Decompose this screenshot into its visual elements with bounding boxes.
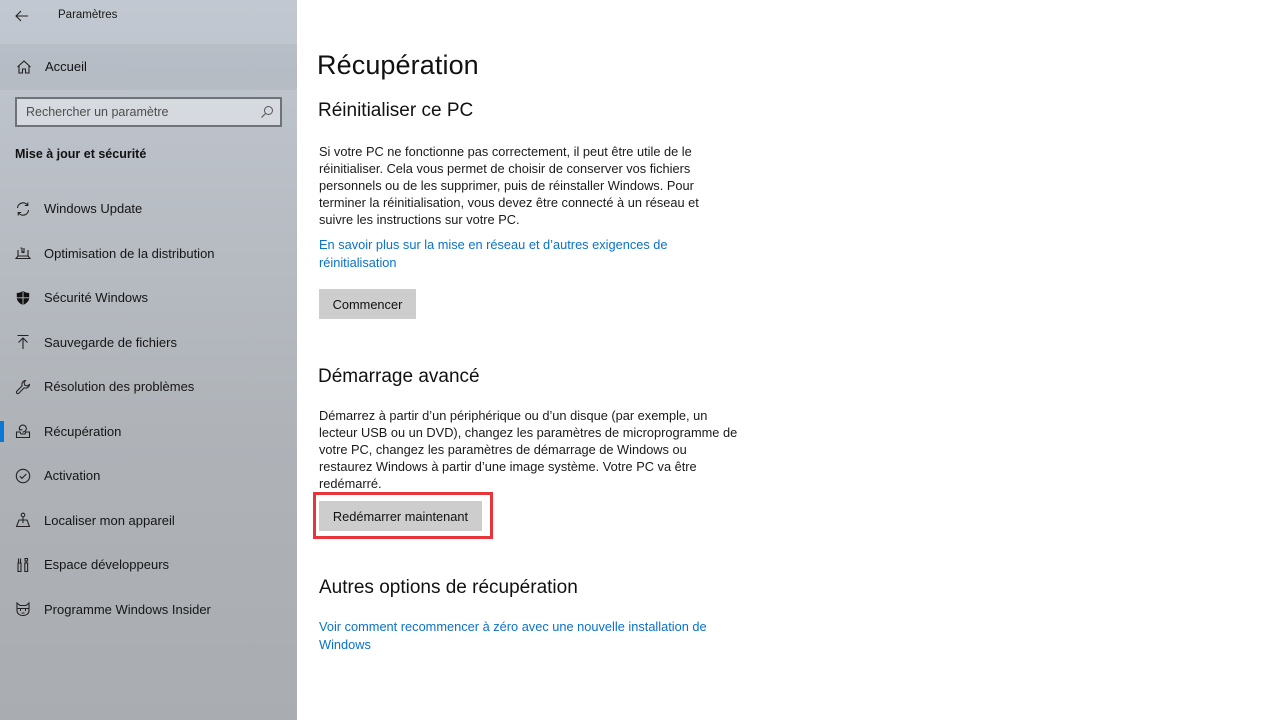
search-input[interactable]	[17, 99, 247, 125]
sidebar-item-developers[interactable]	[0, 542, 297, 587]
developer-tools-icon	[14, 556, 31, 573]
sync-icon	[14, 200, 31, 217]
find-device-icon	[14, 512, 31, 529]
reset-pc-description: Si votre PC ne fonctionne pas correctement, il peut être utile de le réinitialiser. Cela vous permet de choisir de conserver vos fichiers personnels ou de les supprimer, puis de réinstaller Windows. Pour terminer la réinitialisation, vous devez être connecté à un réseau et suivre les instructions sur votre PC.	[319, 144, 699, 227]
sidebar-item-troubleshoot[interactable]	[0, 364, 297, 409]
backup-upload-icon	[14, 334, 31, 351]
insider-cat-icon	[14, 601, 31, 618]
advanced-startup-description: Démarrez à partir d’un périphérique ou d’un disque (par exemple, un lecteur USB ou un DVD), changez les paramètres de microprogramme de votre PC, changez les paramètres de démarrage de Windows ou restaurez Windows à partir d’une image système. Votre PC va être redémarré.	[319, 408, 738, 491]
recovery-icon	[14, 423, 31, 440]
delivery-optimization-icon	[14, 245, 31, 262]
fresh-start-link[interactable]: Voir comment recommencer à zéro avec une nouvelle installation de Windows	[319, 619, 707, 652]
check-circle-icon	[14, 467, 31, 484]
reset-requirements-link[interactable]: En savoir plus sur la mise en réseau et d’autres exigences de réinitialisation	[319, 237, 668, 270]
sidebar-item-label: Résolution des problèmes	[44, 379, 195, 394]
sidebar-item-label: Windows Update	[44, 201, 143, 216]
sidebar	[0, 0, 297, 720]
sidebar-nav	[0, 186, 297, 631]
shield-icon	[14, 289, 31, 306]
wrench-icon	[14, 378, 31, 395]
active-indicator	[0, 421, 4, 442]
sidebar-item-windows-insider[interactable]	[0, 587, 297, 632]
search-box[interactable]	[15, 97, 282, 127]
sidebar-item-label: Récupération	[44, 423, 122, 439]
sidebar-item-label: Activation	[44, 468, 101, 483]
page-title: Récupération	[317, 50, 479, 80]
app-title: Paramètres	[58, 9, 118, 21]
sidebar-item-label: Localiser mon appareil	[44, 512, 175, 528]
sidebar-item-recovery[interactable]	[0, 409, 297, 454]
sidebar-item-delivery-optimization[interactable]	[0, 231, 297, 276]
search-icon[interactable]	[260, 105, 274, 119]
restart-now-button[interactable]: Redémarrer maintenant	[319, 501, 482, 531]
sidebar-item-find-device[interactable]	[0, 498, 297, 543]
sidebar-item-label: Sauvegarde de fichiers	[44, 334, 177, 350]
sidebar-item-file-backup[interactable]	[0, 320, 297, 365]
reset-pc-heading: Réinitialiser ce PC	[318, 100, 474, 121]
start-reset-button[interactable]: Commencer	[319, 289, 416, 319]
sidebar-item-label: Espace développeurs	[44, 557, 170, 572]
sidebar-item-windows-update[interactable]	[0, 186, 297, 231]
sidebar-item-activation[interactable]	[0, 453, 297, 498]
sidebar-item-windows-security[interactable]	[0, 275, 297, 320]
advanced-startup-heading: Démarrage avancé	[318, 366, 480, 387]
sidebar-item-label: Optimisation de la distribution	[44, 245, 215, 261]
section-title: Mise à jour et sécurité	[15, 147, 147, 161]
other-options-heading: Autres options de récupération	[319, 577, 578, 598]
main-content	[297, 0, 1280, 720]
sidebar-item-label: Programme Windows Insider	[44, 601, 211, 617]
arrow-left-icon	[15, 10, 29, 22]
back-button[interactable]	[12, 6, 32, 26]
home-icon	[16, 59, 32, 75]
sidebar-item-home[interactable]	[0, 44, 297, 90]
title-bar	[0, 0, 297, 32]
home-label: Accueil	[45, 59, 87, 74]
sidebar-item-label: Sécurité Windows	[44, 290, 149, 305]
